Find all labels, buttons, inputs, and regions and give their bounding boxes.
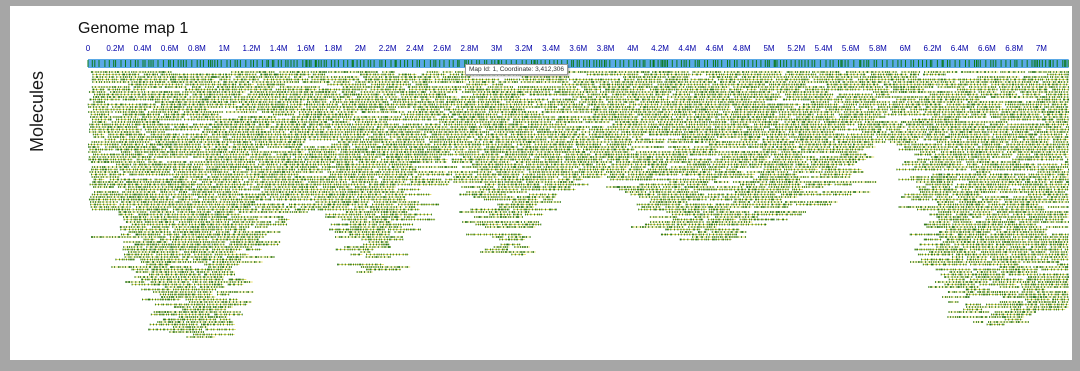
axis-tick-label: 5M — [763, 44, 775, 53]
axis-tick-label: 0.4M — [133, 44, 152, 53]
axis-tick-label: 4.8M — [732, 44, 751, 53]
axis-tick-label: 1M — [218, 44, 230, 53]
axis-tick-label: 3M — [491, 44, 503, 53]
coordinate-tooltip: Map Id: 1, Coordinate: 3,412,306 — [465, 64, 568, 75]
axis-tick-label: 3.4M — [542, 44, 560, 53]
genome-map-panel — [10, 6, 1072, 360]
reference-map-bar[interactable] — [88, 59, 1069, 68]
alignment-viewer-svg[interactable] — [74, 42, 1072, 360]
axis-tick-label: 5.2M — [787, 44, 806, 53]
axis-tick-label: 1.8M — [324, 44, 343, 53]
molecules-label-text: Molecules — [27, 70, 48, 152]
axis-tick-label: 7M — [1035, 44, 1047, 53]
axis-tick-label: 6.4M — [950, 44, 969, 53]
axis-tick-label: 2.4M — [405, 44, 424, 53]
window-frame-bottom — [0, 360, 1080, 371]
axis-tick-label: 1.4M — [269, 44, 288, 53]
coordinate-axis — [86, 44, 1048, 53]
axis-tick-label: 6.8M — [1005, 44, 1024, 53]
molecule-pileup[interactable] — [88, 71, 1068, 338]
axis-tick-label: 0.6M — [160, 44, 179, 53]
axis-tick-label: 4M — [627, 44, 639, 53]
axis-tick-label: 3.6M — [569, 44, 588, 53]
alignment-viewer[interactable] — [74, 42, 1072, 360]
axis-tick-label: 2M — [354, 44, 366, 53]
axis-tick-label: 1.6M — [297, 44, 315, 53]
window-frame-left — [0, 0, 10, 371]
axis-tick-label: 4.4M — [678, 44, 697, 53]
window-frame-right — [1072, 0, 1080, 371]
axis-tick-label: 5.8M — [869, 44, 887, 53]
molecules-axis-label — [18, 36, 58, 186]
axis-tick-label: 0.2M — [106, 44, 125, 53]
axis-tick-label: 3.2M — [514, 44, 533, 53]
axis-tick-label: 3.8M — [596, 44, 615, 53]
axis-tick-label: 1.2M — [242, 44, 261, 53]
axis-tick-label: 6M — [899, 44, 911, 53]
molecule-backbones — [88, 72, 1068, 337]
axis-tick-label: 2.2M — [378, 44, 397, 53]
axis-tick-label: 0.8M — [188, 44, 206, 53]
axis-tick-label: 2.6M — [433, 44, 452, 53]
axis-tick-label: 6.2M — [923, 44, 942, 53]
axis-tick-label: 5.4M — [814, 44, 833, 53]
axis-tick-label: 2.8M — [460, 44, 479, 53]
axis-tick-label: 4.2M — [651, 44, 669, 53]
genome-map-title: Genome map 1 — [78, 20, 189, 37]
axis-tick-label: 6.6M — [978, 44, 996, 53]
axis-tick-label: 0 — [85, 44, 91, 53]
axis-tick-label: 4.6M — [705, 44, 724, 53]
axis-tick-label: 5.6M — [841, 44, 860, 53]
